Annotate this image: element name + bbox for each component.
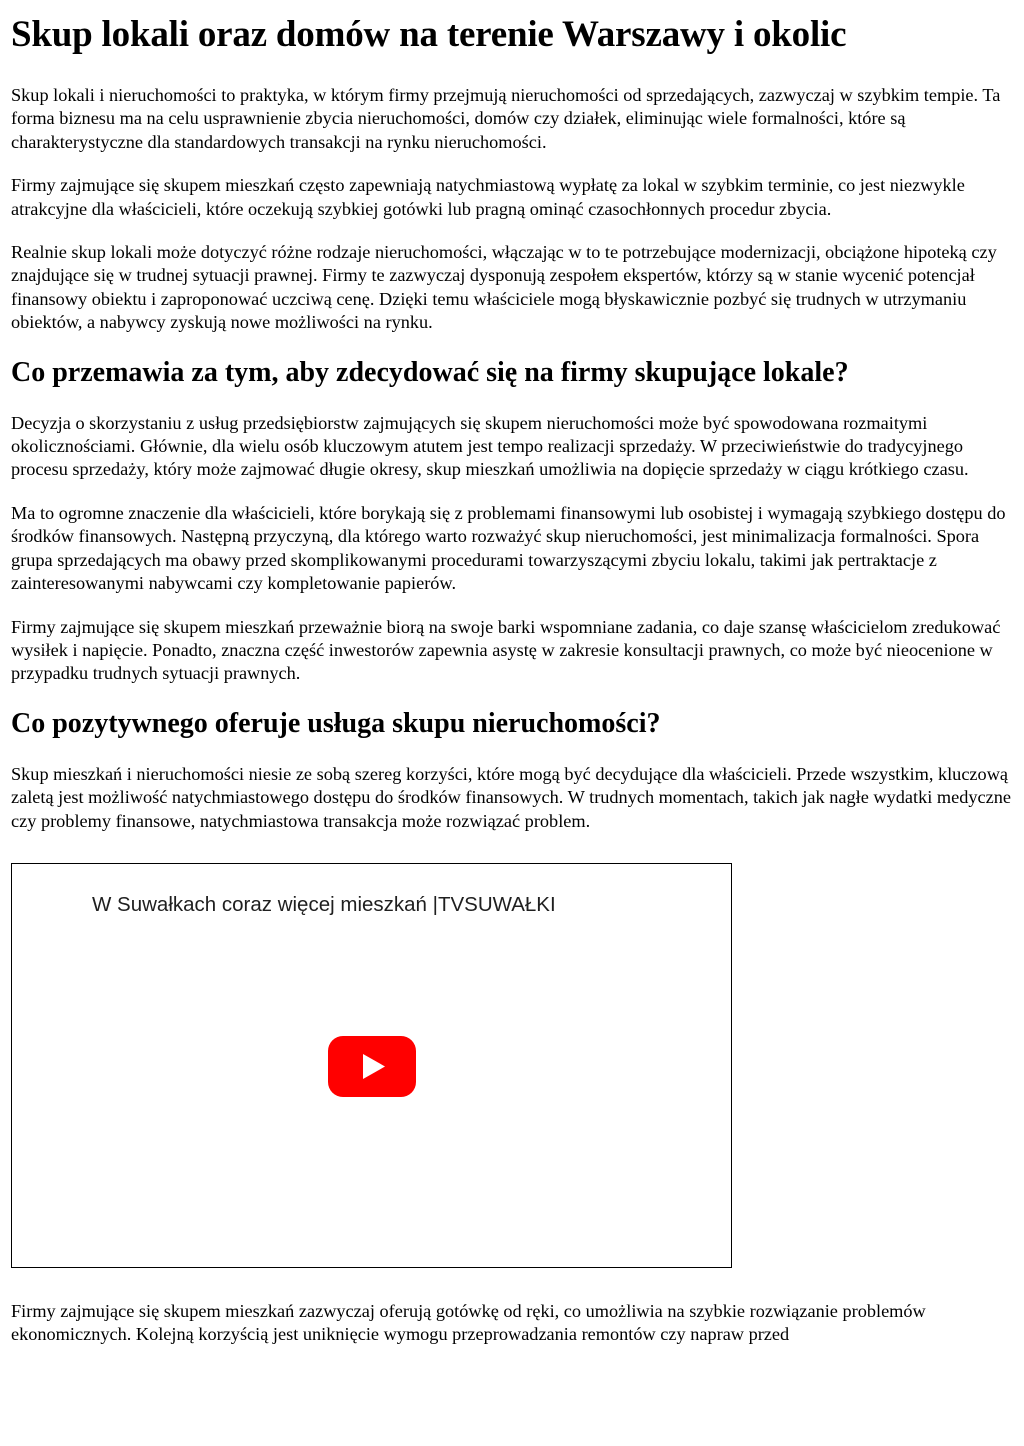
section-heading: Co pozytywnego oferuje usługa skupu nieruchomości? xyxy=(11,707,661,739)
video-embed[interactable] xyxy=(11,863,732,1268)
paragraph: Skup mieszkań i nieruchomości niesie ze sobą szereg korzyści, które mogą być decydujące dla właścicieli. Przede wszystkim, kluczową zaletą jest możliwość natychmiastowego dostępu do środków finansowych. W trudnych momentach, takich jak nagłe wydatki medyczne czy problemy finansowe, natychmiastowa transakcja może rozwiązać problem. xyxy=(11,763,1011,831)
youtube-play-icon[interactable] xyxy=(328,1036,416,1097)
paragraph: Firmy zajmujące się skupem mieszkań często zapewniają natychmiastową wypłatę za lokal w szybkim terminie, co jest niezwykle atrakcyjne dla właścicieli, które oczekują szybkiej gotówki lub pragną ominąć czasochłonnych procedur zbycia. xyxy=(11,175,965,219)
paragraph: Realnie skup lokali może dotyczyć różne rodzaje nieruchomości, włączając w to te potrzebujące modernizacji, obciążone hipoteką czy znajdujące się w trudnej sytuacji prawnej. Firmy te zazwyczaj dysponują zespołem ekspertów, którzy są w stanie wycenić potencjał finansowy obiektu i zaproponować uczciwą cenę. Dzięki temu właściciele mogą błyskawicznie pozbyć się trudnych w utrzymaniu obiektów, a nabywcy zyskują nowe możliwości na rynku. xyxy=(11,242,997,333)
paragraph: Decyzja o skorzystaniu z usług przedsiębiorstw zajmujących się skupem nieruchomości może być spowodowana rozmaitymi okolicznościami. Głównie, dla wielu osób kluczowym atutem jest tempo realizacji sprzedaży. W przeciwieństwie do tradycyjnego procesu sprzedaży, który może zajmować długie okresy, skup mieszkań umożliwia na dopięcie sprzedaży w ciągu krótkiego czasu. xyxy=(11,412,969,480)
paragraph: Skup lokali i nieruchomości to praktyka, w którym firmy przejmują nieruchomości od sprzedających, zazwyczaj w szybkim tempie. Ta forma biznesu ma na celu usprawnienie zbycia nieruchomości, domów czy działek, eliminując wiele formalności, które są charakterystyczne dla standardowych transakcji na rynku nieruchomości. xyxy=(11,85,1001,152)
play-button-graphic xyxy=(328,1036,416,1097)
paragraph: Firmy zajmujące się skupem mieszkań zazwyczaj oferują gotówkę od ręki, co umożliwia na szybkie rozwiązanie problemów ekonomicznych. Kolejną korzyścią jest uniknięcie wymogu przeprowadzania remontów czy napraw przed xyxy=(11,1300,926,1345)
paragraph: Ma to ogromne znaczenie dla właścicieli, które borykają się z problemami finansowymi lub osobistej i wymagają szybkiego dostępu do środków finansowych. Następną przyczyną, dla którego warto rozważyć skup nieruchomości, jest minimalizacja formalności. Spora grupa sprzedających ma obawy przed skomplikowanymi procedurami towarzyszącymi zbyciu lokalu, takimi jak pertraktacje z zainteresowanymi nabywcami czy kompletowanie papierów. xyxy=(11,502,1006,594)
video-title[interactable]: W Suwałkach coraz więcej mieszkań |TVSUWAŁKI xyxy=(92,892,556,916)
section-heading: Co przemawia za tym, aby zdecydować się na firmy skupujące lokale? xyxy=(11,356,849,388)
paragraph: Firmy zajmujące się skupem mieszkań przeważnie biorą na swoje barki wspomniane zadania, co daje szansę właścicielom zredukować wysiłek i napięcie. Ponadto, znaczna część inwestorów zapewnia asystę w zakresie konsultacji prawnych, co może być nieocenione w przypadku trudnych sytuacji prawnych. xyxy=(11,616,1001,684)
page-title: Skup lokali oraz domów na terenie Warszawy i okolic xyxy=(11,14,847,55)
